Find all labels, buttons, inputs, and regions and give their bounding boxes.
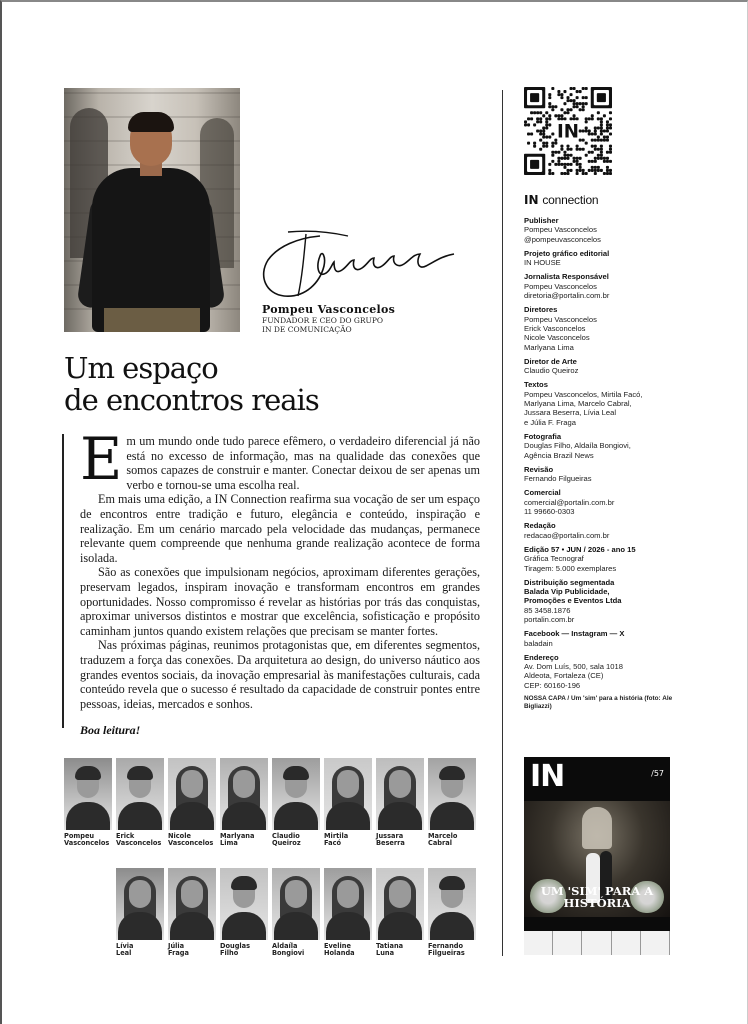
qr-code[interactable] (524, 87, 612, 175)
contributor-card (168, 868, 216, 958)
contributor-photo (168, 758, 216, 830)
brand-connection: connection (542, 193, 599, 207)
contributor-photo (116, 868, 164, 940)
credit-block (524, 272, 700, 300)
credit-title: Endereço (524, 652, 559, 662)
contributor-card (428, 758, 476, 848)
credit-block (524, 305, 700, 351)
contributor-photo (64, 758, 112, 830)
paragraph-4: Nas próximas páginas, reunimos protagonistas que, em diferentes segmentos, traduzem a força das conexões. Da arquitetura ao design, do universo náutico aos grandes eventos sociais, da inovação empresarial às manifestações culturais, cada conteúdo revela que o sucesso é resultado da capacidade de construir pontes entre pessoas, ideias, mercados e sonhos. (80, 638, 480, 711)
contributor-card (428, 868, 476, 958)
credit-line: comercial@portalin.com.br (524, 497, 615, 507)
credit-line: Claudio Queiroz (524, 366, 579, 376)
credit-line: Marlyana Lima, Marcelo Cabral, (524, 399, 632, 409)
credit-title: Comercial (524, 488, 561, 498)
credit-line: portalin.com.br (524, 614, 575, 624)
credit-line: Jussara Beserra, Lívia Leal (524, 408, 617, 418)
credit-title: Publisher (524, 216, 559, 225)
headline-line-2: de encontros reais (64, 383, 319, 417)
dropcap: E (80, 425, 123, 493)
headline-line-1: Um espaço (64, 351, 218, 385)
article-rule (62, 434, 64, 728)
brand-logo (524, 193, 598, 207)
credit-line: 11 99660-0303 (524, 507, 575, 517)
credit-block (524, 653, 700, 690)
magazine-cover (524, 757, 670, 955)
credit-title: Diretores (524, 305, 558, 315)
credit-line: Tiragem: 5.000 exemplares (524, 563, 617, 573)
contributor-card (272, 758, 320, 848)
founder-name: Pompeu Vasconcelos (262, 303, 396, 316)
credit-block (524, 521, 700, 540)
credit-line: Gráfica Tecnograf (524, 554, 584, 564)
contributor-card (116, 758, 164, 848)
credit-line: diretoria@portalin.com.br (524, 291, 610, 301)
credit-block (524, 432, 700, 460)
contributor-card (272, 868, 320, 958)
paragraph-2: Em mais uma edição, a IN Connection reafirma sua vocação de ser um espaço de encontros entre tradição e futuro, elegância e conteúdo, inspiração e realização. Em um cenário marcado pela velocidade das mudanças, permanece relevante quem compreende que nenhuma grande realização acontece de forma isolada. (80, 492, 480, 565)
contributor-name: Claudio Queiroz (272, 832, 301, 848)
contributor-card (220, 758, 268, 848)
contributor-card (220, 868, 268, 958)
credit-line: CEP: 60160-196 (524, 680, 581, 690)
credit-line: Pompeu Vasconcelos, Mirtila Facó, (524, 389, 643, 399)
credit-line: Nicole Vasconcelos (524, 333, 590, 343)
credit-block (524, 545, 700, 573)
contributor-photo (220, 868, 268, 940)
credit-line: Douglas Filho, Aldaíla Bongiovi, (524, 441, 631, 451)
contributor-name: Jussara Beserra (376, 832, 405, 848)
brand-in: IN (524, 193, 539, 207)
column-divider (502, 90, 503, 956)
credit-title: Balada Vip Publicidade, (524, 587, 610, 597)
credit-line: Agência Brazil News (524, 450, 594, 460)
contributor-photo (272, 868, 320, 940)
credit-title: Redação (524, 521, 556, 531)
cover-logo: IN (530, 759, 565, 794)
article-headline (64, 352, 319, 416)
credit-title: Edição 57 • JUN / 2026 - ano 15 (524, 544, 636, 554)
contributor-photo (324, 758, 372, 830)
contributor-photo (324, 868, 372, 940)
credit-block (524, 488, 700, 516)
contributor-card (64, 758, 112, 848)
contributor-name: Aldaíla Bongiovi (272, 942, 305, 958)
contributor-photo (376, 868, 424, 940)
credit-title: Distribuição segmentada (524, 577, 615, 587)
credit-line: baladain (524, 638, 553, 648)
credit-title: Textos (524, 380, 548, 390)
contributor-name: Marcelo Cabral (428, 832, 458, 848)
founder-photo (64, 88, 240, 332)
contributor-photo (116, 758, 164, 830)
credit-line: @pompeuvasconcelos (524, 234, 601, 244)
credit-line: Av. Dom Luís, 500, sala 1018 (524, 662, 623, 672)
contributor-card (376, 758, 424, 848)
credit-block (524, 465, 700, 484)
sign-off: Boa leitura! (80, 723, 141, 737)
paragraph-3: São as conexões que impulsionam negócios, aproximam diferentes gerações, preservam legados, inspiram inovação e transformam encontros em grandes oportunidades. Nosso compromisso é revelar as histórias por trás das conquistas, aproximar universos distintos e mostrar que excelência, sofisticação e propósito caminham juntos quando existem relações que precisam se manter fortes. (80, 565, 480, 638)
contributor-card (116, 868, 164, 958)
contributor-photo (168, 868, 216, 940)
contributor-photo (220, 758, 268, 830)
contributor-card (324, 758, 372, 848)
credit-title: Fotografia (524, 431, 562, 441)
credit-line: Erick Vasconcelos (524, 323, 586, 333)
credit-line: Aldeota, Fortaleza (CE) (524, 671, 604, 681)
cover-strip (524, 931, 670, 955)
contributor-name: Tatiana Luna (376, 942, 404, 958)
credit-line: Pompeu Vasconcelos (524, 314, 597, 324)
contributors-grid (64, 758, 484, 958)
contributor-name: Nicole Vasconcelos (168, 832, 214, 848)
credit-title: Facebook — Instagram — X (524, 629, 625, 639)
contributor-photo (428, 868, 476, 940)
credit-line: Pompeu Vasconcelos (524, 281, 597, 291)
credit-title: Promoções e Eventos Ltda (524, 596, 622, 606)
contributor-name: Lívia Leal (116, 942, 134, 958)
contributor-photo (376, 758, 424, 830)
credit-block (524, 578, 700, 624)
masthead-credits (524, 216, 700, 711)
credit-block (524, 216, 700, 244)
contributor-name: Erick Vasconcelos (116, 832, 162, 848)
contributor-card (376, 868, 424, 958)
credit-line: e Júlia F. Fraga (524, 417, 576, 427)
cover-issue: /57 (651, 769, 664, 778)
paragraph-1: Em um mundo onde tudo parece efêmero, o verdadeiro diferencial já não está no excesso de informação, mas na qualidade das conexões que somos capazes de construir e manter. Conectar deixou de ser apenas um verbo e tornou-se uma escolha real. (80, 425, 480, 493)
article-body (62, 425, 480, 711)
cover-caption: NOSSA CAPA / Um 'sim' para a história (foto: Ale Bigliazzi) (524, 695, 673, 711)
credit-title: Revisão (524, 464, 554, 474)
credit-line: IN HOUSE (524, 258, 561, 268)
credit-line: Fernando Filgueiras (524, 474, 592, 484)
founder-role: FUNDADOR E CEO DO GRUPO IN DE COMUNICAÇÃO (262, 316, 384, 334)
credit-block (524, 380, 700, 426)
credit-title: Jornalista Responsável (524, 272, 609, 282)
contributor-name: Marlyana Lima (220, 832, 255, 848)
contributor-name: Fernando Filgueiras (428, 942, 465, 958)
founder-signature (258, 226, 458, 302)
credit-title: Diretor de Arte (524, 356, 577, 366)
contributor-card (324, 868, 372, 958)
qr-logo-text: IN (557, 121, 579, 143)
credit-title: Projeto gráfico editorial (524, 248, 610, 258)
credit-block (524, 249, 700, 268)
credit-block (524, 357, 700, 376)
contributor-name: Júlia Fraga (168, 942, 189, 958)
contributor-name: Pompeu Vasconcelos (64, 832, 110, 848)
credit-block (524, 629, 700, 648)
credit-line: 85 3458.1876 (524, 605, 571, 615)
contributor-photo (428, 758, 476, 830)
contributor-name: Eveline Holanda (324, 942, 355, 958)
contributor-card (168, 758, 216, 848)
credit-line: Marlyana Lima (524, 342, 574, 352)
contributor-photo (272, 758, 320, 830)
contributor-name: Douglas Filho (220, 942, 251, 958)
credit-line: redacao@portalin.com.br (524, 530, 610, 540)
cover-headline: UM 'SIM' PARA A HISTÓRIA (540, 884, 654, 910)
contributor-name: Mirtila Facó (324, 832, 349, 848)
credit-line: Pompeu Vasconcelos (524, 225, 597, 235)
